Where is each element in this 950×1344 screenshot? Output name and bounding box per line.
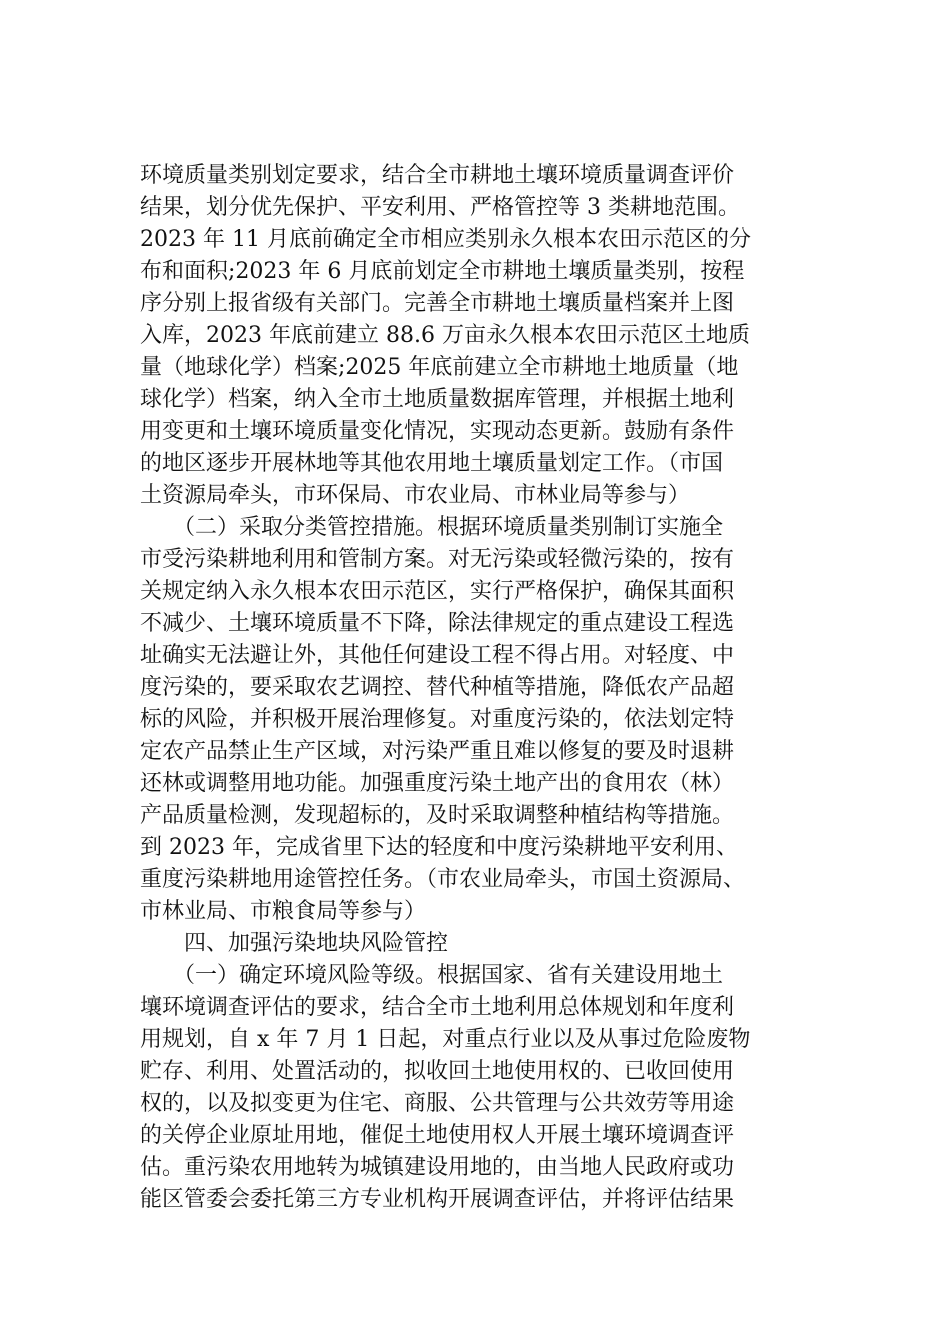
- text-line: 土资源局牵头，市环保局、市农业局、市林业局等参与）: [140, 483, 691, 508]
- text-line: 球化学）档案，纳入全市土地质量数据库管理，并根据土地利: [140, 387, 735, 412]
- document-body-text: [140, 160, 840, 1216]
- text-line: 壤环境调查评估的要求，结合全市土地利用总体规划和年度利: [140, 995, 735, 1020]
- text-line: 关规定纳入永久根本农田示范区，实行严格保护，确保其面积: [140, 579, 735, 604]
- text-line: 结果，划分优先保护、平安利用、严格管控等 3 类耕地范围。: [140, 195, 740, 220]
- text-line: 估。重污染农用地转为城镇建设用地的，由当地人民政府或功: [140, 1155, 735, 1180]
- text-line: 四、加强污染地块风险管控: [140, 931, 449, 956]
- text-line: 用变更和土壤环境质量变化情况，实现动态更新。鼓励有条件: [140, 419, 735, 444]
- text-line: 市受污染耕地利用和管制方案。对无污染或轻微污染的，按有: [140, 547, 735, 572]
- text-line: 标的风险，并积极开展治理修复。对重度污染的，依法划定特: [140, 707, 735, 732]
- text-line: 能区管委会委托第三方专业机构开展调查评估，并将评估结果: [140, 1187, 735, 1212]
- text-line: 址确实无法避让外，其他任何建设工程不得占用。对轻度、中: [140, 643, 735, 668]
- text-line: 用规划，自 x 年 7 月 1 日起，对重点行业以及从事过危险废物: [140, 1027, 751, 1052]
- text-line: 序分别上报省级有关部门。完善全市耕地土壤质量档案并上图: [140, 291, 735, 316]
- text-line: 定农产品禁止生产区域，对污染严重且难以修复的要及时退耕: [140, 739, 735, 764]
- text-line: 量（地球化学）档案;2025 年底前建立全市耕地土地质量（地: [140, 355, 739, 380]
- text-line: 到 2023 年，完成省里下达的轻度和中度污染耕地平安利用、: [140, 835, 738, 860]
- text-line: 环境质量类别划定要求，结合全市耕地土壤环境质量调查评价: [140, 163, 735, 188]
- text-line: 度污染的，要采取农艺调控、替代种植等措施，降低农产品超: [140, 675, 735, 700]
- text-line: 的地区逐步开展林地等其他农用地土壤质量划定工作。（市国: [140, 451, 724, 476]
- text-line: 2023 年 11 月底前确定全市相应类别永久根本农田示范区的分: [140, 227, 751, 252]
- text-line: 不减少、土壤环境质量不下降，除法律规定的重点建设工程选: [140, 611, 735, 636]
- text-line: 的关停企业原址用地，催促土地使用权人开展土壤环境调查评: [140, 1123, 735, 1148]
- text-line: 贮存、利用、处置活动的，拟收回土地使用权的、已收回使用: [140, 1059, 735, 1084]
- text-line: 还林或调整用地功能。加强重度污染土地产出的食用农（林）: [140, 771, 735, 796]
- text-line: 权的，以及拟变更为住宅、商服、公共管理与公共效劳等用途: [140, 1091, 735, 1116]
- text-line: 市林业局、市粮食局等参与）: [140, 899, 427, 924]
- text-line: 布和面积;2023 年 6 月底前划定全市耕地土壤质量类别，按程: [140, 259, 745, 284]
- text-line: 产品质量检测，发现超标的，及时采取调整种植结构等措施。: [140, 803, 735, 828]
- text-line: （一）确定环境风险等级。根据国家、省有关建设用地土: [140, 963, 724, 988]
- text-line: 入库，2023 年底前建立 88.6 万亩永久根本农田示范区土地质: [140, 323, 750, 348]
- text-line: （二）采取分类管控措施。根据环境质量类别制订实施全: [140, 515, 724, 540]
- text-line: 重度污染耕地用途管控任务。（市农业局牵头，市国土资源局、: [140, 867, 746, 892]
